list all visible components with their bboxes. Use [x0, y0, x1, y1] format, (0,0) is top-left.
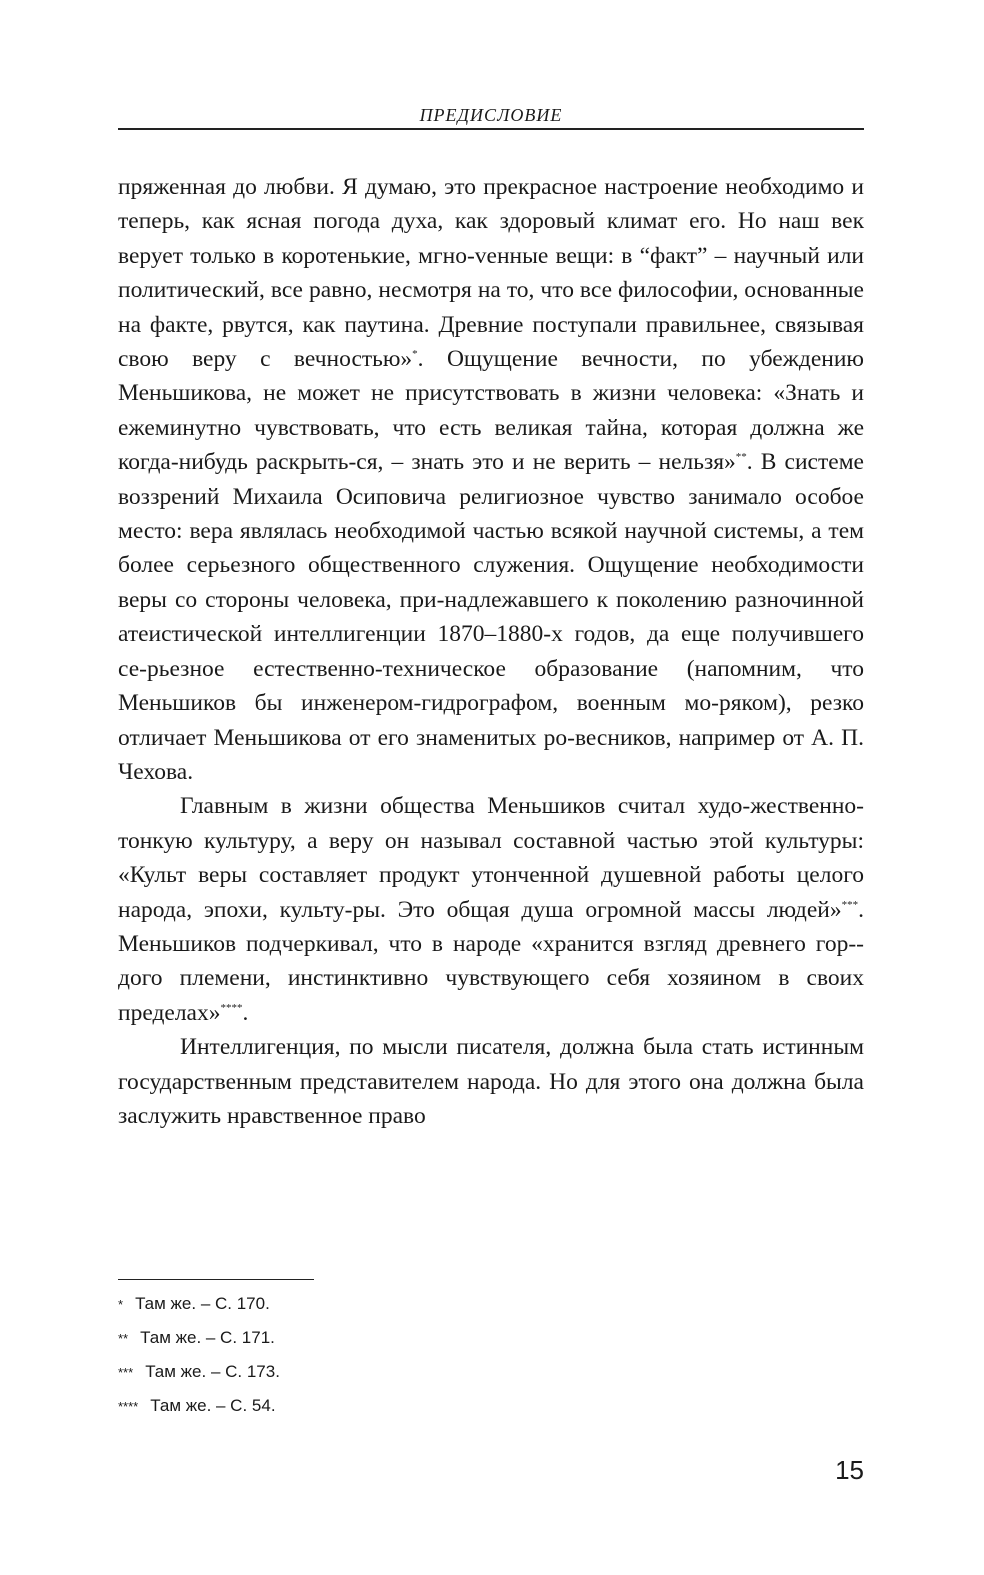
footnote-text: Там же. – С. 170. — [135, 1294, 270, 1313]
footnote-3 — [118, 1355, 718, 1389]
paragraph-2: Главным в жизни общества Меньшиков считал худо-жественно-тонкую культуру, а веру он называл составной частью этой культуры: «Культ веры составляет продукт утонченной душевной работы целого народа, эпохи, культу-ры. Это общая душа огромной массы людей»***. Меньшиков подчеркивал, что в народе «хранится взгляд древнего гор-дого племени, инстинктивно чувствующего себя хозяином в своих пределах»****. — [118, 793, 864, 1026]
footnote-ref-2: ** — [735, 451, 747, 464]
footnote-4 — [118, 1389, 718, 1423]
footnote-mark: ** — [118, 1331, 129, 1346]
footnote-text: Там же. – С. 173. — [145, 1362, 280, 1381]
footnotes — [118, 1287, 718, 1423]
footnote-mark: * — [118, 1297, 124, 1312]
footnote-1 — [118, 1287, 718, 1321]
paragraph-3: Интеллигенция, по мысли писателя, должна была стать истинным государственным представителем народа. Но для этого она должна была заслужить нравственное право — [118, 1034, 864, 1129]
footnote-ref-1: * — [412, 348, 418, 361]
paragraph-1: пряженная до любви. Я думаю, это прекрасное настроение необходимо и теперь, как ясная погода духа, как здоровый климат его. Но наш век верует только в коротенькие, мгно-vенные вещи: в “факт” – научный или политический, все равно, несмотря на то, что все философии, основанные на факте, рвутся, как паутина. Древние поступали правильнее, связывая свою веру с вечностью»*. Ощущение вечности, по убеждению Меньшикова, не может не присутствовать в жизни человека: «Знать и ежеминутно чувствовать, что есть великая тайна, которая должна же когда-нибудь раскрыть-ся, – знать это и не верить – нельзя»**. В системе воззрений Михаила Осиповича религиозное чувство занимало особое место: вера являлась необходимой частью всякой научной системы, а тем более серьезного общественного служения. Ощущение необходимости веры со стороны человека, при-надлежавшего к поколению разночинной атеистической интеллигенции 1870–1880-х годов, да еще получившего се-рьезное естественно-техническое образование (напомним, что Меньшиков бы инженером-гидрографом, военным мо-ряком), резко отличает Меньшикова от его знаменитых ро-весников, например от А. П. Чехова. — [118, 174, 864, 785]
running-header: ПРЕДИСЛОВИЕ — [419, 105, 563, 125]
body-text — [118, 170, 864, 1133]
footnote-ref-3: *** — [841, 898, 859, 911]
footnote-mark: *** — [118, 1365, 134, 1380]
footnote-2 — [118, 1321, 718, 1355]
footnote-ref-4: **** — [220, 1001, 243, 1014]
footnote-text: Там же. – С. 54. — [150, 1396, 276, 1415]
page-number: 15 — [835, 1455, 864, 1485]
footnote-separator — [118, 1279, 314, 1280]
footnote-text: Там же. – С. 171. — [140, 1328, 275, 1347]
footnote-mark: **** — [118, 1399, 139, 1414]
header-rule — [118, 128, 864, 130]
